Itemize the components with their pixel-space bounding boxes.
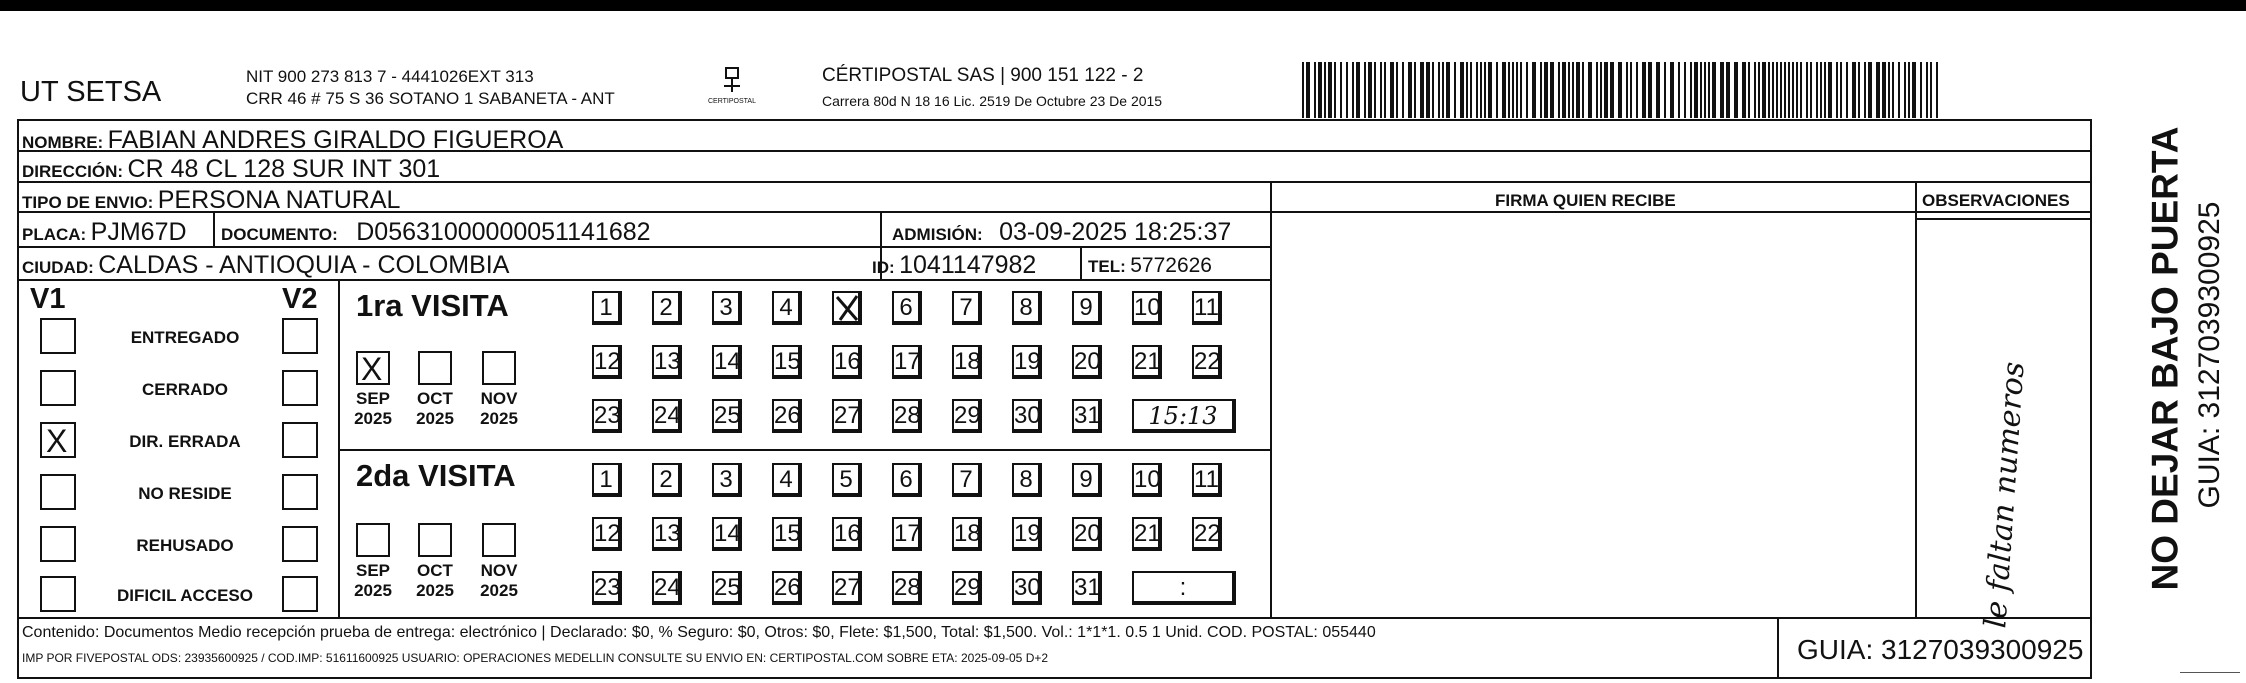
- barcode-bar: [1936, 62, 1938, 118]
- barcode-bar: [1414, 62, 1416, 118]
- placa-label: PLACA:: [22, 225, 87, 244]
- tel-row: [1088, 255, 1212, 276]
- address-line: CRR 46 # 75 S 36 SOTANO 1 SABANETA - ANT: [246, 89, 615, 108]
- barcode-bar: [1526, 62, 1528, 118]
- barcode-bar: [1432, 62, 1434, 118]
- barcode-bar: [1496, 62, 1498, 118]
- v1-checkbox[interactable]: [40, 526, 76, 562]
- barcode-bar: [1318, 62, 1322, 118]
- day-box[interactable]: 11: [1192, 463, 1222, 497]
- barcode-bar: [1820, 62, 1822, 118]
- barcode-bar: [1678, 62, 1680, 118]
- day-box[interactable]: 17: [892, 345, 922, 379]
- barcode-bar: [1762, 62, 1766, 118]
- tipo-row: [22, 188, 400, 213]
- day-box[interactable]: 1: [592, 463, 622, 497]
- barcode-bar: [1904, 62, 1906, 118]
- day-box[interactable]: 29: [952, 399, 982, 433]
- barcode-bar: [1892, 62, 1894, 118]
- day-box[interactable]: 26: [772, 571, 802, 605]
- barcode-bar: [1748, 62, 1750, 118]
- id-row: [872, 253, 1036, 278]
- license-line: Carrera 80d N 18 16 Lic. 2519 De Octubre 23 De 2015: [822, 93, 1163, 109]
- barcode-bar: [1604, 62, 1608, 118]
- barcode-bar: [1520, 62, 1522, 118]
- status-label: NO RESIDE: [138, 484, 232, 503]
- barcode-bar: [1588, 62, 1592, 118]
- barcode-bar: [1558, 62, 1560, 118]
- day-box[interactable]: 10: [1132, 463, 1162, 497]
- barcode-bar: [1476, 62, 1478, 118]
- cross-mark-icon: [834, 293, 860, 323]
- barcode-bar: [1836, 62, 1838, 118]
- month-checkbox[interactable]: [418, 523, 452, 557]
- barcode-bar: [1636, 62, 1638, 118]
- barcode-bar: [1408, 62, 1412, 118]
- day-box[interactable]: 2: [652, 463, 682, 497]
- placa-row: [22, 220, 187, 245]
- day-box[interactable]: 17: [892, 517, 922, 551]
- barcode-bar: [1642, 62, 1646, 118]
- barcode-bar: [1630, 62, 1632, 118]
- barcode-bar: [1664, 62, 1666, 118]
- barcode-bar: [1768, 62, 1770, 118]
- barcode-bar: [1864, 62, 1866, 118]
- documento-label: DOCUMENTO:: [221, 225, 338, 244]
- barcode-bar: [1734, 62, 1738, 118]
- barcode-bar: [1540, 62, 1542, 118]
- barcode-bar: [1368, 62, 1372, 118]
- month-label: OCT 2025: [416, 389, 454, 428]
- barcode-bar: [1306, 62, 1310, 118]
- barcode-bar: [1758, 62, 1760, 118]
- barcode-bar: [1380, 62, 1382, 118]
- status-label: REHUSADO: [136, 536, 234, 555]
- barcode-bar: [1670, 62, 1674, 118]
- barcode-bar: [1920, 62, 1922, 118]
- barcode-bar: [1806, 62, 1808, 118]
- barcode-bar: [1390, 62, 1394, 118]
- barcode-bar: [1466, 62, 1468, 118]
- day-box[interactable]: 28: [892, 399, 922, 433]
- barcode-bar: [1568, 62, 1570, 118]
- barcode-bar: [1846, 62, 1848, 118]
- barcode-bar: [1324, 62, 1326, 118]
- day-box[interactable]: 12: [592, 517, 622, 551]
- barcode-bar: [1484, 62, 1486, 118]
- barcode-bar: [1882, 62, 1886, 118]
- documento-value: D05631000000051141682: [356, 218, 651, 246]
- id-value: 1041147982: [899, 251, 1037, 279]
- barcode-bar: [1340, 62, 1342, 118]
- barcode: [1302, 62, 1938, 118]
- day-box[interactable]: 24: [652, 399, 682, 433]
- barcode-bar: [1888, 62, 1890, 118]
- day-box[interactable]: 26: [772, 399, 802, 433]
- barcode-bar: [1690, 62, 1692, 118]
- barcode-bar: [1656, 62, 1660, 118]
- day-box[interactable]: 14: [712, 345, 742, 379]
- day-box[interactable]: 7: [952, 463, 982, 497]
- side-text: [2095, 126, 2235, 610]
- barcode-bar: [1438, 62, 1440, 118]
- day-box[interactable]: 19: [1012, 517, 1042, 551]
- barcode-bar: [1810, 62, 1812, 118]
- barcode-bar: [1694, 62, 1698, 118]
- company-name: UT SETSA: [20, 76, 162, 108]
- barcode-bar: [1356, 62, 1360, 118]
- barcode-bar: [1712, 62, 1716, 118]
- footer-guia: GUIA: 3127039300925: [1797, 634, 2084, 665]
- day-box[interactable]: 3: [712, 463, 742, 497]
- ciudad-label: CIUDAD:: [22, 258, 94, 277]
- day-box[interactable]: 20: [1072, 345, 1102, 379]
- day-box[interactable]: 11: [1192, 291, 1222, 325]
- barcode-bar: [1488, 62, 1492, 118]
- day-box[interactable]: 8: [1012, 291, 1042, 325]
- month-checkbox[interactable]: [482, 523, 516, 557]
- day-box[interactable]: 31: [1072, 399, 1102, 433]
- barcode-bar: [1816, 62, 1818, 118]
- month-label: NOV 2025: [480, 389, 518, 428]
- documento-row: [221, 220, 651, 245]
- barcode-bar: [1796, 62, 1798, 118]
- month-label: SEP 2025: [354, 389, 392, 428]
- side-guia: GUIA: 3127039300925: [2193, 201, 2226, 509]
- barcode-bar: [1364, 62, 1366, 118]
- v2-checkbox[interactable]: [282, 318, 318, 354]
- v1-checkbox[interactable]: [40, 422, 76, 458]
- barcode-bar: [1516, 62, 1518, 118]
- barcode-bar: [1480, 62, 1482, 118]
- day-box[interactable]: 18: [952, 345, 982, 379]
- day-box[interactable]: 8: [1012, 463, 1042, 497]
- barcode-bar: [1402, 62, 1404, 118]
- v1-checkbox[interactable]: [40, 318, 76, 354]
- status-label: CERRADO: [142, 380, 228, 399]
- v1-checkbox[interactable]: [40, 370, 76, 406]
- barcode-bar: [1572, 62, 1574, 118]
- barcode-bar: [1502, 62, 1506, 118]
- barcode-bar: [1396, 62, 1398, 118]
- barcode-bar: [1876, 62, 1880, 118]
- barcode-bar: [1912, 62, 1916, 118]
- day-box[interactable]: 24: [652, 571, 682, 605]
- day-box[interactable]: 12: [592, 345, 622, 379]
- tel-value: 5772626: [1130, 254, 1212, 277]
- admision-value: 03-09-2025 18:25:37: [999, 218, 1232, 246]
- day-box[interactable]: 21: [1132, 517, 1162, 551]
- barcode-bar: [1792, 62, 1794, 118]
- barcode-bar: [1426, 62, 1430, 118]
- day-box-marked[interactable]: [832, 291, 862, 325]
- barcode-bar: [1898, 62, 1900, 118]
- visit2-title: 2da VISITA: [356, 458, 516, 493]
- placa-value: PJM67D: [90, 218, 187, 246]
- ciudad-value: CALDAS - ANTIOQUIA - COLOMBIA: [98, 251, 510, 279]
- barcode-bar: [1742, 62, 1746, 118]
- barcode-bar: [1626, 62, 1628, 118]
- barcode-bar: [1314, 62, 1316, 118]
- v2-checkbox[interactable]: [282, 422, 318, 458]
- v1-checkbox[interactable]: [40, 474, 76, 510]
- barcode-bar: [1532, 62, 1536, 118]
- day-box[interactable]: 4: [772, 291, 802, 325]
- day-box[interactable]: 6: [892, 463, 922, 497]
- barcode-bar: [1352, 62, 1354, 118]
- v2-checkbox[interactable]: [282, 576, 318, 612]
- barcode-bar: [1446, 62, 1450, 118]
- barcode-bar: [1700, 62, 1702, 118]
- v2-checkbox[interactable]: [282, 526, 318, 562]
- day-box[interactable]: 20: [1072, 517, 1102, 551]
- barcode-bar: [1610, 62, 1614, 118]
- barcode-bar: [1824, 62, 1826, 118]
- month-checkbox[interactable]: [482, 351, 516, 385]
- barcode-bar: [1840, 62, 1842, 118]
- day-box[interactable]: 15: [772, 345, 802, 379]
- nit-line: NIT 900 273 813 7 - 4441026EXT 313: [246, 67, 534, 86]
- day-box[interactable]: 10: [1132, 291, 1162, 325]
- barcode-bar: [1704, 62, 1706, 118]
- day-box[interactable]: 27: [832, 399, 862, 433]
- day-box[interactable]: 3: [712, 291, 742, 325]
- barcode-bar: [1726, 62, 1730, 118]
- tel-label: TEL:: [1088, 257, 1126, 276]
- day-box[interactable]: 18: [952, 517, 982, 551]
- day-box[interactable]: 25: [712, 399, 742, 433]
- barcode-bar: [1334, 62, 1336, 118]
- barcode-bar: [1454, 62, 1456, 118]
- footer-contenido: Contenido: Documentos Medio recepción prueba de entrega: electrónico | Declarado: $0, % Seguro: $0, Otros: $0, Flete: $1,500, Total: $1,500. Vol.: 1*1*1. 0.5 1 Unid. COD. POSTAL: 055440: [22, 624, 1376, 641]
- barcode-bar: [1596, 62, 1598, 118]
- month-checkbox[interactable]: [356, 523, 390, 557]
- barcode-bar: [1346, 62, 1348, 118]
- barcode-bar: [1384, 62, 1386, 118]
- barcode-bar: [1562, 62, 1566, 118]
- observation-text: le faltan numeros: [1978, 360, 2032, 630]
- barcode-bar: [1550, 62, 1554, 118]
- month-label: NOV 2025: [480, 561, 518, 600]
- month-checkbox[interactable]: [418, 351, 452, 385]
- barcode-bar: [1420, 62, 1424, 118]
- check-mark: X: [361, 351, 383, 387]
- nombre-value: FABIAN ANDRES GIRALDO FIGUEROA: [107, 126, 564, 154]
- check-mark: X: [46, 423, 68, 459]
- day-box[interactable]: 16: [832, 517, 862, 551]
- tipo-label: TIPO DE ENVIO:: [22, 193, 154, 212]
- day-box[interactable]: 13: [652, 517, 682, 551]
- barcode-bar: [1512, 62, 1514, 118]
- day-box[interactable]: 21: [1132, 345, 1162, 379]
- barcode-bar: [1302, 62, 1304, 118]
- direccion-label: DIRECCIÓN:: [22, 162, 124, 181]
- carrier-line: CÉRTIPOSTAL SAS | 900 151 122 - 2: [822, 65, 1144, 86]
- day-box[interactable]: 22: [1192, 517, 1222, 551]
- day-box[interactable]: 22: [1192, 345, 1222, 379]
- day-box[interactable]: 31: [1072, 571, 1102, 605]
- barcode-bar: [1720, 62, 1724, 118]
- footer-imp: IMP POR FIVEPOSTAL ODS: 23935600925 / COD.IMP: 51611600925 USUARIO: OPERACIONES MEDELLIN CONSULTE SU ENVIO EN: CERTIPOSTAL.COM SOBRE ETA: 2025-09-05 D+2: [22, 651, 1049, 665]
- tipo-value: PERSONA NATURAL: [157, 186, 401, 214]
- barcode-bar: [1618, 62, 1622, 118]
- day-box[interactable]: 28: [892, 571, 922, 605]
- barcode-bar: [1328, 62, 1332, 118]
- v2-label: V2: [282, 283, 318, 315]
- barcode-bar: [1858, 62, 1860, 118]
- top-border: [0, 0, 2246, 11]
- nombre-row: [22, 128, 563, 153]
- v2-checkbox[interactable]: [282, 370, 318, 406]
- barcode-bar: [1930, 62, 1932, 118]
- status-label: ENTREGADO: [130, 328, 240, 347]
- day-box[interactable]: 6: [892, 291, 922, 325]
- v2-checkbox[interactable]: [282, 474, 318, 510]
- day-box[interactable]: 1: [592, 291, 622, 325]
- day-box[interactable]: 16: [832, 345, 862, 379]
- admision-row: [892, 220, 1231, 245]
- barcode-bar: [1788, 62, 1790, 118]
- barcode-bar: [1926, 62, 1928, 118]
- status-label: DIR. ERRADA: [129, 432, 241, 451]
- barcode-bar: [1828, 62, 1832, 118]
- direccion-row: [22, 157, 440, 182]
- direccion-value: CR 48 CL 128 SUR INT 301: [127, 155, 441, 183]
- ciudad-row: [22, 253, 509, 278]
- admision-label: ADMISIÓN:: [892, 225, 983, 244]
- day-box[interactable]: 2: [652, 291, 682, 325]
- barcode-bar: [1684, 62, 1686, 118]
- barcode-bar: [1868, 62, 1872, 118]
- barcode-bar: [1600, 62, 1602, 118]
- day-box[interactable]: 9: [1072, 291, 1102, 325]
- handwritten-observation: [1932, 360, 2062, 630]
- barcode-bar: [1576, 62, 1580, 118]
- id-label: ID:: [872, 258, 895, 277]
- nombre-label: NOMBRE:: [22, 133, 104, 152]
- barcode-bar: [1460, 62, 1464, 118]
- barcode-bar: [1784, 62, 1786, 118]
- day-box[interactable]: 30: [1012, 399, 1042, 433]
- visit1-title: 1ra VISITA: [356, 288, 509, 323]
- day-box[interactable]: 14: [712, 517, 742, 551]
- barcode-bar: [1648, 62, 1652, 118]
- v1-checkbox[interactable]: [40, 576, 76, 612]
- barcode-bar: [1508, 62, 1510, 118]
- barcode-bar: [1776, 62, 1778, 118]
- day-box[interactable]: 30: [1012, 571, 1042, 605]
- day-box[interactable]: 23: [592, 571, 622, 605]
- barcode-bar: [1800, 62, 1802, 118]
- day-box[interactable]: 15: [772, 517, 802, 551]
- day-box[interactable]: 25: [712, 571, 742, 605]
- day-box[interactable]: 4: [772, 463, 802, 497]
- v1-label: V1: [30, 283, 66, 315]
- barcode-bar: [1582, 62, 1584, 118]
- barcode-bar: [1544, 62, 1548, 118]
- barcode-bar: [1852, 62, 1856, 118]
- barcode-bar: [1908, 62, 1910, 118]
- day-box[interactable]: 29: [952, 571, 982, 605]
- time-box[interactable]: 15:13: [1132, 399, 1236, 433]
- month-label: OCT 2025: [416, 561, 454, 600]
- day-box[interactable]: 7: [952, 291, 982, 325]
- day-box[interactable]: 27: [832, 571, 862, 605]
- certipostal-logo: [708, 66, 756, 110]
- no-dejar-bajo-puerta: NO DEJAR BAJO PUERTA: [2144, 126, 2186, 591]
- barcode-bar: [1754, 62, 1756, 118]
- barcode-bar: [1780, 62, 1782, 118]
- firma-header: FIRMA QUIEN RECIBE: [1495, 191, 1676, 210]
- barcode-bar: [1442, 62, 1444, 118]
- barcode-bar: [1772, 62, 1774, 118]
- day-box[interactable]: 5: [832, 463, 862, 497]
- barcode-bar: [1374, 62, 1376, 118]
- day-box[interactable]: 13: [652, 345, 682, 379]
- time-box[interactable]: :: [1132, 571, 1236, 605]
- day-box[interactable]: 19: [1012, 345, 1042, 379]
- day-box[interactable]: 9: [1072, 463, 1102, 497]
- observaciones-header: OBSERVACIONES: [1922, 191, 2070, 210]
- month-label: SEP 2025: [354, 561, 392, 600]
- month-checkbox[interactable]: [356, 351, 390, 385]
- barcode-bar: [1708, 62, 1710, 118]
- logo-text: CERTIPOSTAL: [708, 98, 756, 105]
- day-box[interactable]: 23: [592, 399, 622, 433]
- status-label: DIFICIL ACCESO: [116, 586, 253, 605]
- barcode-bar: [1470, 62, 1472, 118]
